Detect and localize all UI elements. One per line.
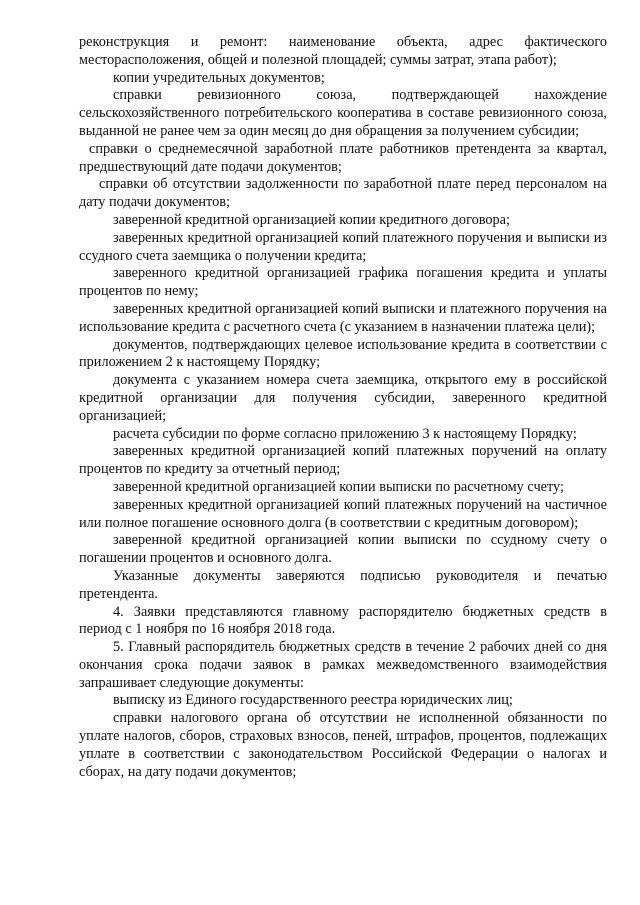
paragraph-certification-note: Указанные документы заверяются подписью руководителя и печатью претендента. — [79, 567, 607, 602]
paragraph-average-salary-certificate: справки о среднемесячной заработной плате работников претендента за квартал, предшествующий дате подачи документов; — [79, 140, 607, 175]
paragraph-tax-authority-certificate: справки налогового органа об отсутствии не исполненной обязанности по уплате налогов, сборов, страховых взносов, пеней, штрафов, процентов, подлежащих уплате в соответствии с законодательством Российской Федерации о налогах и сборах, на дату подачи документов; — [79, 710, 607, 780]
paragraph-subsidy-calculation: расчета субсидии по форме согласно приложению 3 к настоящему Порядку; — [113, 425, 577, 442]
paragraph-repayment-schedule: заверенного кредитной организацией графика погашения кредита и уплаты процентов по нему; — [79, 265, 607, 300]
paragraph-loan-account-statement: заверенной кредитной организацией копии выписки по ссудному счету о погашении процентов и основного долга. — [79, 532, 607, 567]
document-body — [79, 34, 607, 781]
paragraph-principal-repayment-orders: заверенных кредитной организацией копий платежных поручений на частичное или полное погашение основного долга (в соответствии с кредитным договором); — [79, 496, 607, 531]
paragraph-audit-union-certificate: справки ревизионного союза, подтверждающей нахождение сельскохозяйственного потребительского кооператива в составе ревизионного союза, выданной не ранее чем за один месяц до дня обращения за получением субсидии; — [79, 87, 607, 139]
paragraph-credit-agreement-copy: заверенной кредитной организацией копии кредитного договора; — [113, 211, 510, 228]
paragraph-section-4: 4. Заявки представляются главному распорядителю бюджетных средств в период с 1 ноября по 16 ноября 2018 года. — [79, 603, 607, 638]
paragraph-reconstruction-continuation: реконструкция и ремонт: наименование объекта, адрес фактического месторасположения, общей и полезной площадей; суммы затрат, этапа работ); — [79, 34, 607, 68]
paragraph-target-use-documents: документов, подтверждающих целевое использование кредита в соответствии с приложением 2 к настоящему Порядку; — [79, 336, 607, 371]
paragraph-settlement-account-statement: заверенной кредитной организацией копии выписки по расчетному счету; — [113, 478, 564, 495]
paragraph-section-5: 5. Главный распорядитель бюджетных средств в течение 2 рабочих дней со дня окончания срока подачи заявок в рамках межведомственного взаимодействия запрашивает следующие документы: — [79, 639, 607, 691]
paragraph-interest-payment-orders: заверенных кредитной организацией копий платежных поручений на оплату процентов по кредиту за отчетный период; — [79, 443, 607, 478]
paragraph-payment-order-copies: заверенных кредитной организацией копий платежного поручения и выписки из ссудного счета заемщика о получении кредита; — [79, 229, 607, 264]
paragraph-account-number-document: документа с указанием номера счета заемщика, открытого ему в российской кредитной организации для получения субсидии, заверенного кредитной организацией; — [79, 372, 607, 424]
paragraph-founding-documents: копии учредительных документов; — [113, 69, 325, 86]
paragraph-statement-copies: заверенных кредитной организацией копий выписки и платежного поручения на использование кредита с расчетного счета (с указанием в назначении платежа цели); — [79, 300, 607, 335]
paragraph-registry-extract: выписку из Единого государственного реестра юридических лиц; — [113, 692, 513, 709]
paragraph-salary-debt-certificate: справки об отсутствии задолженности по заработной плате перед персоналом на дату подачи документов; — [79, 176, 607, 211]
